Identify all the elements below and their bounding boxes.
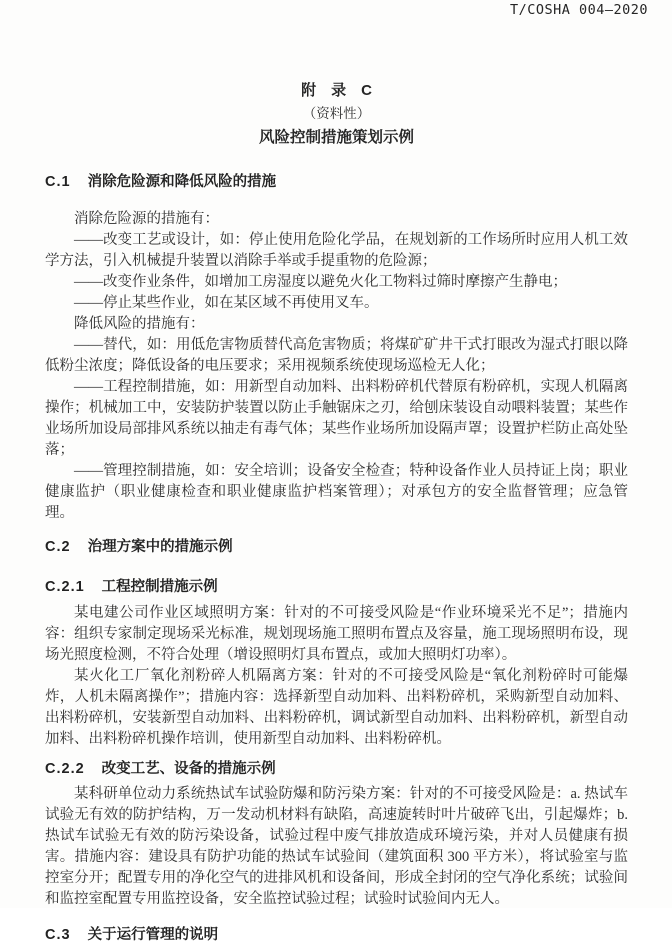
section-heading-c1: [45, 172, 628, 192]
section-title: 改变工艺、设备的措施示例: [101, 761, 276, 777]
section-heading-c21: [45, 577, 628, 597]
appendix-title-block: [45, 0, 628, 149]
body-paragraph: ——改变工艺或设计，如：停止使用危险化学品，在规划新的工作场所时应用人机工效学方法，引入机械提升装置以消除手举或手提重物的危险源；: [45, 232, 628, 269]
body-paragraph: 某科研单位动力系统热试车试验防爆和防污染方案：针对的不可接受风险是：a. 热试车试验无有效的防护结构，万一发动机材料有缺陷，高速旋转时叶片破碎飞出，引起爆炸；b. 热试车试验无有效的防污染设备，试验过程中废气排放造成环境污染，并对人员健康有损害。措施内容：建设具有防护功能的热试车试验间（建筑面积 300 平方米），将试验室与监控室分开；配置专用的净化空气的进排风机和设备间，形成全封闭的空气净化系统；试验间和监控室配置专用监控设备，安全监控试验过程；试验时试验间内无人。: [45, 786, 628, 907]
appendix-normative-label: （资料性）: [302, 106, 371, 121]
section-heading-c2: [45, 537, 628, 557]
body-paragraph: ——停止某些作业，如在某区域不再使用叉车。: [74, 295, 379, 311]
body-paragraph: 消除危险源的措施有：: [74, 211, 219, 227]
body-paragraph: ——替代，如：用低危害物质替代高危害物质；将煤矿矿井干式打眼改为湿式打眼以降低粉尘浓度；降低设备的电压要求；采用视频系统使现场巡检无人化；: [45, 337, 628, 374]
section-number: C.2.2: [45, 761, 85, 777]
section-title: 治理方案中的措施示例: [87, 539, 233, 555]
body-paragraph: 某火化工厂氧化剂粉碎人机隔离方案：针对的不可接受风险是“氧化剂粉碎时可能爆炸，人机未隔离操作”；措施内容：选择新型自动加料、出料粉碎机，采购新型自动加料、出料粉碎机，安装新型自动加料、出料粉碎机，调试新型自动加料、出料粉碎机，新型自动加料、出料粉碎机操作培训，使用新型自动加料、出料粉碎机。: [45, 668, 628, 747]
doc-number: T/COSHA 004—2020: [509, 2, 648, 18]
section-title: 消除危险源和降低风险的措施: [87, 174, 277, 190]
body-paragraph: ——管理控制措施，如：安全培训；设备安全检查；特种设备作业人员持证上岗；职业健康监护（职业健康检查和职业健康监护档案管理）；对承包方的安全监督管理；应急管理。: [45, 463, 628, 521]
section-number: C.3: [45, 927, 71, 943]
section-heading-c22: [45, 759, 628, 779]
appendix-label: 附 录 C: [301, 82, 372, 99]
section-number: C.2.1: [45, 579, 85, 595]
body-paragraph: ——改变作业条件，如增加工房湿度以避免火化工物料过筛时摩擦产生静电；: [74, 274, 567, 290]
body-paragraph: ——工程控制措施，如：用新型自动加料、出料粉碎机代替原有粉碎机，实现人机隔离操作；机械加工中，安装防护装置以防止手触锯床之刃，给刨床装设自动喂料装置；某些作业场所加设局部排风系统以抽走有毒气体；某些作业场所加设隔声罩；设置护栏防止高处坠落；: [45, 379, 628, 458]
body-paragraph: 降低风险的措施有：: [74, 316, 205, 332]
section-heading-c3: [45, 925, 628, 945]
section-title: 关于运行管理的说明: [87, 927, 219, 943]
section-number: C.1: [45, 174, 71, 190]
section-number: C.2: [45, 539, 71, 555]
body-paragraph: 某电建公司作业区域照明方案：针对的不可接受风险是“作业环境采光不足”；措施内容：组织专家制定现场采光标准，规划现场施工照明布置点及容量，施工现场照明布设，现场光照度检测，不符合处理（增设照明灯具布置点，或加大照明灯功率）。: [45, 605, 628, 663]
section-title: 工程控制措施示例: [101, 579, 218, 595]
page-title: 风险控制措施策划示例: [258, 129, 414, 146]
